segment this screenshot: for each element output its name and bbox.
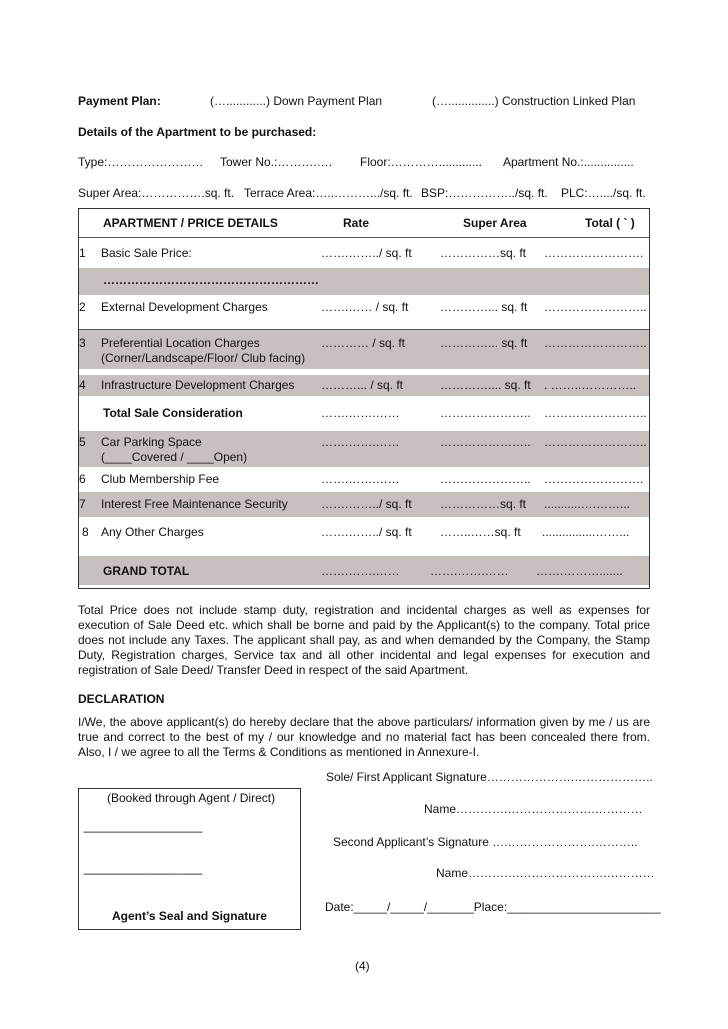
table-row: ……………………………………………… — [79, 268, 649, 295]
header-super-area: Super Area — [463, 216, 527, 230]
header-details: APARTMENT / PRICE DETAILS — [103, 216, 278, 230]
construction-linked-option[interactable]: (…..............) Construction Linked Plan — [432, 94, 636, 108]
bsp-field[interactable]: BSP:……………../sq. ft. — [421, 186, 548, 200]
table-row: 3 Preferential Location Charges (Corner/Landscape/Floor/ Club facing) ………… / sq. ft …………... sq. ft …………………….. — [79, 330, 649, 369]
booked-through: (Booked through Agent / Direct) — [107, 791, 276, 805]
header-rate: Rate — [343, 216, 370, 230]
table-row: GRAND TOTAL …….…….…… …….…….…… …….………....... — [79, 556, 649, 585]
page-number: (4) — [355, 959, 370, 973]
total-price-note: Total Price does not include stamp duty, registration and incidental charges as well as expenses for execution of Sale Deed etc. which shall be borne and paid by the Applicant(s) to the company. Total price does not include any Taxes. The applicant shall pay, as and when demanded by the Company, the Stamp Duty, Registration charges, Service tax and all other incidental and legal expenses for execution and registration of Sale Deed/ Transfer Deed in respect of the said Apartment. — [78, 603, 650, 677]
price-details-table — [78, 208, 650, 589]
declaration-heading: DECLARATION — [78, 692, 165, 706]
table-row: 4 Infrastructure Development Charges ………... / sq. ft ………….... sq. ft . ……..………….. — [79, 375, 649, 396]
details-heading: Details of the Apartment to be purchased: — [78, 125, 317, 139]
agent-box — [78, 788, 301, 930]
table-row: 8 Any Other Charges …….……../ sq. ft ……..……sq. ft ................……... — [82, 525, 630, 539]
first-applicant-name[interactable]: Name………….………………….………… — [424, 802, 643, 816]
apartment-field[interactable]: Apartment No.:............... — [503, 155, 634, 169]
table-row: 2 External Development Charges …….…… / sq. ft …………... sq. ft …………………….. — [79, 300, 647, 314]
plc-field[interactable]: PLC:…..../sq. ft. — [561, 186, 646, 200]
second-applicant-signature[interactable]: Second Applicant’s Signature ….………………….……….. — [333, 835, 638, 849]
table-row: Total Sale Consideration …….…….…… ………………….. …………………….. — [103, 406, 647, 420]
type-field[interactable]: Type:…………………… — [78, 155, 204, 169]
first-applicant-signature[interactable]: Sole/ First Applicant Signature………………….……………….. — [326, 770, 653, 784]
terrace-area-field[interactable]: Terrace Area:…..……….../sq. ft. — [244, 186, 413, 200]
table-row: 6 Club Membership Fee …….…….…… ………………….. ……………………. — [79, 472, 644, 486]
floor-field[interactable]: Floor:…………............. — [360, 155, 483, 169]
down-payment-option[interactable]: (…............) Down Payment Plan — [210, 94, 383, 108]
agent-line-2[interactable]: --------------------------------------------------- — [83, 869, 202, 880]
agent-line-1[interactable]: --------------------------------------------------- — [83, 827, 202, 838]
table-row: 5 Car Parking Space (____Covered / ____Open) …….…….…… ………………….. …………………….. — [79, 431, 649, 467]
declaration-text: I/We, the above applicant(s) do hereby declare that the above particulars/ information given by me / us are true and correct to the best of my / our knowledge and no material fact has been concealed there from. Also, I / we agree to all the Terms & Conditions as mentioned in Annexure-I. — [78, 715, 650, 759]
super-area-field[interactable]: Super Area:…………….sq. ft. — [78, 186, 235, 200]
table-row: 7 Interest Free Maintenance Security …….……../ sq. ft ……………sq. ft ...........….……... — [79, 492, 649, 517]
agent-seal-signature: Agent’s Seal and Signature — [112, 909, 267, 923]
second-applicant-name[interactable]: Name………….………………….………… — [436, 866, 655, 880]
date-place-line[interactable]: Date:_____/_____/_______Place:_______________________ — [325, 900, 661, 914]
header-total: Total ( ` ) — [585, 216, 635, 230]
tower-field[interactable]: Tower No.:……….…. — [220, 155, 333, 169]
table-row: 1 Basic Sale Price: …….……../ sq. ft ……………sq. ft ……………………. — [79, 246, 644, 260]
payment-plan-label: Payment Plan: — [78, 94, 161, 108]
